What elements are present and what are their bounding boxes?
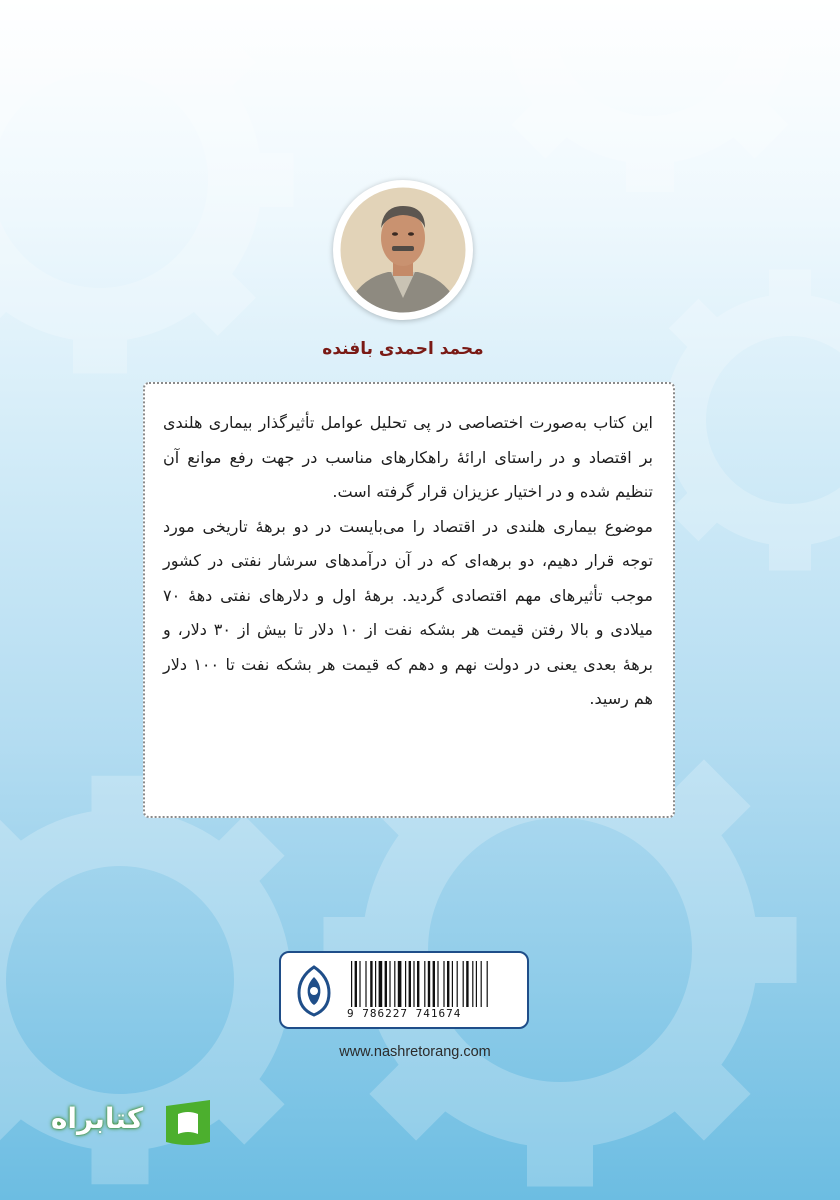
barcode-bar: [405, 961, 406, 1007]
barcode-bar: [437, 961, 438, 1007]
barcode-bar: [447, 961, 449, 1007]
barcode-bar: [433, 961, 435, 1007]
barcode-bar: [389, 961, 390, 1007]
barcode-bar: [428, 961, 430, 1007]
barcode-bar: [466, 961, 468, 1007]
barcode-bar: [398, 961, 402, 1007]
barcode-bar: [375, 961, 376, 1007]
barcode-box: [279, 951, 529, 1029]
barcode-bar: [379, 961, 383, 1007]
blurb-paragraph: موضوع بیماری هلندی در اقتصاد را می‌بایست در دو برههٔ تاریخی مورد توجه قرار دهیم، دو برهه‌ای که در آن درآمدهای سرشار نفتی در کشور موجب تأثیرهای مهم اقتصادی گردید. برههٔ اول و دلارهای نفتی دههٔ ۷۰ میلادی و بالا رفتن قیمت هر بشکه نفت از ۱۰ دلار تا بیش از ۳۰ دلار، و برههٔ بعدی یعنی در دولت نهم و دهم که قیمت هر بشکه نفت تا ۱۰۰ دلار هم رسید.: [163, 516, 654, 708]
barcode-bar: [355, 961, 357, 1007]
barcode-bar: [413, 961, 414, 1007]
barcode-bar: [487, 961, 488, 1007]
author-name: محمد احمدی بافنده: [322, 339, 484, 359]
barcode-bar: [359, 961, 360, 1007]
ketabrah-logo-icon: [160, 1096, 216, 1152]
barcode-bar: [463, 961, 464, 1007]
author-photo: [333, 180, 473, 320]
author-portrait: [333, 180, 473, 320]
barcode: [351, 961, 519, 1007]
blurb-text: [163, 406, 653, 717]
barcode-bar: [481, 961, 482, 1007]
isbn-number: 9 786227 741674: [347, 1007, 462, 1020]
barcode-bar: [472, 961, 473, 1007]
barcode-bar: [417, 961, 419, 1007]
publisher-website: www.nashretorang.com: [339, 1044, 491, 1060]
ketabrah-logo: [38, 1094, 218, 1154]
blurb-paragraph: این کتاب به‌صورت اختصاصی در پی تحلیل عوامل تأثیرگذار بیماری هلندی بر اقتصاد و در راستای ارائهٔ راهکارهای مناسب در جهت رفع موانع آن تنظیم شده و در اختیار عزیزان قرار گرفته است.: [163, 413, 653, 501]
barcode-bar: [452, 961, 453, 1007]
barcode-bar: [394, 961, 395, 1007]
blurb-box: [143, 382, 675, 818]
barcode-bar: [457, 961, 458, 1007]
barcode-bar: [365, 961, 366, 1007]
barcode-bar: [385, 961, 387, 1007]
barcode-bar: [370, 961, 372, 1007]
barcode-bar: [351, 961, 352, 1007]
barcode-bar: [409, 961, 411, 1007]
barcode-bar: [443, 961, 444, 1007]
ketabrah-logo-text: کتابراه: [50, 1102, 144, 1135]
publisher-logo-icon: [291, 963, 337, 1019]
barcode-bar: [476, 961, 477, 1007]
barcode-bar: [424, 961, 425, 1007]
